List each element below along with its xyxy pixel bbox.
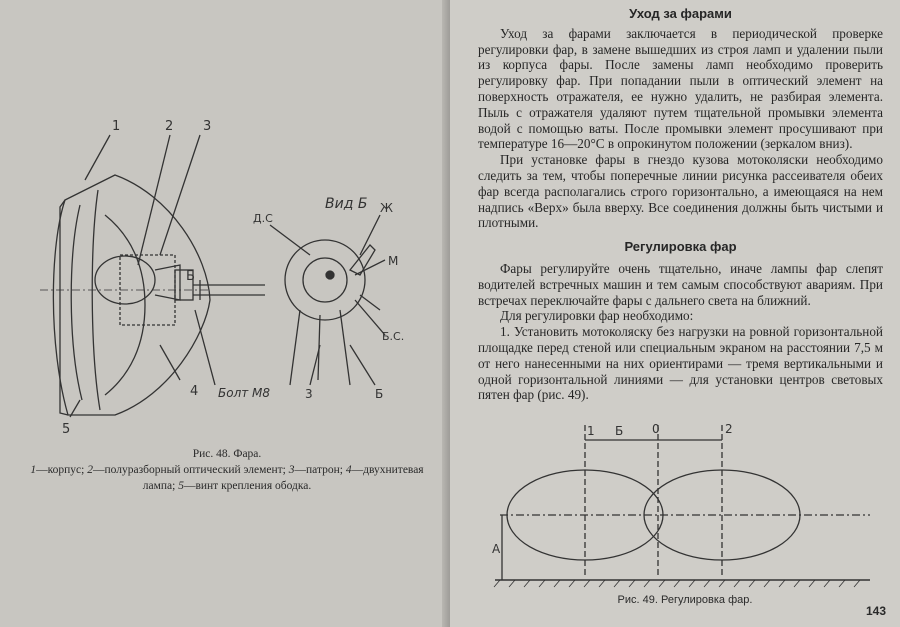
left-page (0, 0, 448, 627)
page-number: 143 (866, 604, 887, 618)
paragraph-care-1: Уход за фарами заключается в периодической проверке регулировки фар, в замене вышедших из строя ламп и удалении пыли из корпуса фары. После замены ламп необходимо проверить регулировку фар. При попадании пыли в оптический элемент на поверхность отражателя, ее нужно удалить, не разбирая элемента. Пыль с отражателя удаляют путем тщательной промывки элемента водой с помощью ваты. После промывки элемент просушивают при температуре 16—20°С в опрокинутом положении (зеркалом вниз). (478, 25, 883, 152)
paragraph-adjust-2: Для регулировки фар необходимо: (500, 308, 694, 324)
legend-num-2: 2 (87, 464, 93, 476)
view-callout-3: 3 (305, 387, 313, 401)
callout-5: 5 (62, 422, 71, 437)
legend-num-1: 1 (30, 464, 37, 476)
view-callout-b: Б (375, 387, 384, 401)
figure-48-title: Рис. 48. Фара. (192, 448, 262, 460)
callout-4: 4 (190, 384, 199, 399)
callout-2: 2 (165, 119, 174, 134)
fig49-label-a: А (492, 542, 501, 556)
legend-text-1: —корпус; (36, 464, 88, 476)
label-bolt-m8: Болт М8 (218, 386, 271, 400)
paragraph-adjust-1: Фары регулируйте очень тщательно, иначе лампы фар слепят водителей встречных машин и тем самым способствуют авариям. При встречах переключайте фары с дальнего света на ближний. (478, 260, 883, 308)
figure-48-caption (22, 446, 432, 494)
figure-49-adjustment-diagram (490, 415, 875, 595)
label-bs: Б.С. (382, 330, 405, 343)
legend-num-3: 3 (288, 464, 295, 476)
right-page-text (478, 6, 883, 403)
callout-b: Б (186, 269, 195, 284)
paragraph-care-2: При установке фары в гнездо кузова мотоколяски необходимо следить за тем, чтобы поперечные линии рисунка рассеивателя обеих фар всегда располагались строго горизонтально, а имеющаяся на нем надпись «Верх» была вверху. Все соединения должны быть чистыми и плотными. (478, 152, 883, 231)
legend-text-2: —полуразборный оптический элемент; (92, 464, 289, 476)
legend-text-3: —патрон; (294, 464, 346, 476)
headlight-housing (53, 175, 210, 415)
fig49-label-2: 2 (725, 422, 733, 436)
legend-text-4: —двухнитевая лампа; (142, 464, 424, 492)
fig49-label-b: Б (615, 424, 624, 438)
figure-49-caption: Рис. 49. Регулировка фар. (617, 594, 753, 606)
lamp-bulb (95, 256, 155, 304)
label-ds: Д.С (253, 212, 273, 225)
fig49-label-1: 1 (587, 424, 595, 438)
figure-48-headlight-drawing (20, 95, 440, 445)
heading-headlight-care: Уход за фарами (629, 6, 732, 21)
view-b-circle (285, 240, 365, 320)
fig49-label-0: 0 (652, 422, 660, 436)
legend-text-5: —винт крепления ободка. (183, 480, 312, 492)
view-b-title: Вид Б (325, 196, 368, 212)
callout-1: 1 (112, 119, 121, 134)
figure-48-legend (22, 462, 432, 494)
label-zh: Ж (380, 201, 393, 215)
legend-num-4: 4 (345, 464, 352, 476)
legend-num-5: 5 (178, 480, 184, 492)
callout-3: 3 (203, 119, 212, 134)
label-m: М (388, 254, 399, 268)
paragraph-adjust-3: 1. Установить мотоколяску без нагрузки на ровной горизонтальной площадке перед стеной или специальным экраном на расстоянии 7,5 м от него нанесенными на них ориентирами — тремя вертикальными и одной горизонтальной линиями — для установки центров световых пятен фар (рис. 49). (478, 324, 883, 403)
heading-headlight-adjustment: Регулировка фар (624, 239, 737, 255)
